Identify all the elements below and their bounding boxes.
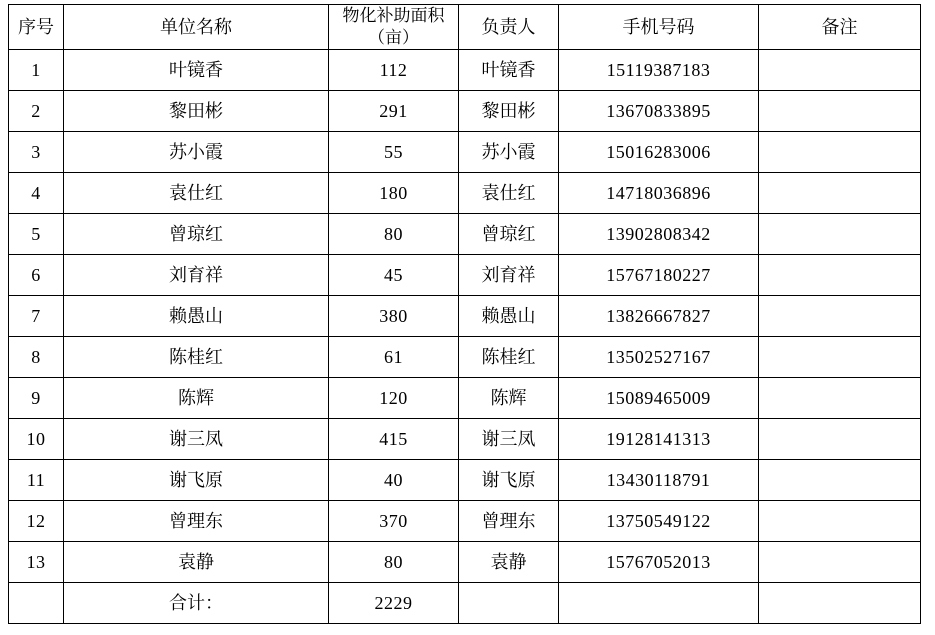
column-header-area: 物化补助面积（亩） xyxy=(329,5,459,50)
table-row xyxy=(9,50,921,91)
cell-phone: 15016283006 xyxy=(559,132,759,173)
cell-phone: 19128141313 xyxy=(559,419,759,460)
cell-unit: 叶镜香 xyxy=(64,50,329,91)
cell-remark xyxy=(759,132,921,173)
cell-remark xyxy=(759,378,921,419)
cell-index: 7 xyxy=(9,296,64,337)
cell-person: 苏小霞 xyxy=(459,132,559,173)
cell-remark xyxy=(759,214,921,255)
cell-area: 40 xyxy=(329,460,459,501)
cell-area: 80 xyxy=(329,214,459,255)
cell-remark xyxy=(759,91,921,132)
cell-unit: 刘育祥 xyxy=(64,255,329,296)
cell-index: 11 xyxy=(9,460,64,501)
cell-remark xyxy=(759,542,921,583)
total-label: 合计： xyxy=(64,583,329,624)
header-row xyxy=(9,5,921,50)
total-index xyxy=(9,583,64,624)
cell-index: 1 xyxy=(9,50,64,91)
total-row xyxy=(9,583,921,624)
cell-phone: 13902808342 xyxy=(559,214,759,255)
cell-person: 袁仕红 xyxy=(459,173,559,214)
table-row xyxy=(9,542,921,583)
total-remark xyxy=(759,583,921,624)
subsidy-table xyxy=(8,4,921,624)
cell-person: 曾理东 xyxy=(459,501,559,542)
cell-area: 55 xyxy=(329,132,459,173)
table-row xyxy=(9,337,921,378)
cell-remark xyxy=(759,50,921,91)
cell-phone: 13502527167 xyxy=(559,337,759,378)
cell-area: 80 xyxy=(329,542,459,583)
cell-index: 2 xyxy=(9,91,64,132)
total-person xyxy=(459,583,559,624)
column-header-index: 序号 xyxy=(9,5,64,50)
cell-index: 12 xyxy=(9,501,64,542)
cell-person: 叶镜香 xyxy=(459,50,559,91)
cell-area: 45 xyxy=(329,255,459,296)
cell-remark xyxy=(759,255,921,296)
cell-unit: 苏小霞 xyxy=(64,132,329,173)
table-row xyxy=(9,419,921,460)
cell-person: 曾琼红 xyxy=(459,214,559,255)
cell-area: 380 xyxy=(329,296,459,337)
column-header-person: 负责人 xyxy=(459,5,559,50)
table-row xyxy=(9,460,921,501)
cell-index: 10 xyxy=(9,419,64,460)
cell-phone: 13750549122 xyxy=(559,501,759,542)
cell-unit: 陈辉 xyxy=(64,378,329,419)
cell-area: 415 xyxy=(329,419,459,460)
cell-phone: 15089465009 xyxy=(559,378,759,419)
cell-unit: 赖愚山 xyxy=(64,296,329,337)
cell-index: 6 xyxy=(9,255,64,296)
column-header-remark: 备注 xyxy=(759,5,921,50)
cell-unit: 谢飞原 xyxy=(64,460,329,501)
cell-index: 9 xyxy=(9,378,64,419)
column-header-unit: 单位名称 xyxy=(64,5,329,50)
cell-person: 谢三凤 xyxy=(459,419,559,460)
table-row xyxy=(9,255,921,296)
cell-person: 袁静 xyxy=(459,542,559,583)
cell-area: 370 xyxy=(329,501,459,542)
cell-unit: 陈桂红 xyxy=(64,337,329,378)
cell-area: 120 xyxy=(329,378,459,419)
cell-unit: 曾琼红 xyxy=(64,214,329,255)
cell-unit: 袁静 xyxy=(64,542,329,583)
table-row xyxy=(9,91,921,132)
cell-person: 陈辉 xyxy=(459,378,559,419)
total-area: 2229 xyxy=(329,583,459,624)
table-row xyxy=(9,132,921,173)
cell-phone: 13430118791 xyxy=(559,460,759,501)
cell-area: 112 xyxy=(329,50,459,91)
table-header xyxy=(9,5,921,50)
cell-person: 陈桂红 xyxy=(459,337,559,378)
cell-index: 3 xyxy=(9,132,64,173)
column-header-phone: 手机号码 xyxy=(559,5,759,50)
total-phone xyxy=(559,583,759,624)
cell-phone: 13670833895 xyxy=(559,91,759,132)
cell-person: 赖愚山 xyxy=(459,296,559,337)
cell-index: 5 xyxy=(9,214,64,255)
table-row xyxy=(9,173,921,214)
cell-person: 谢飞原 xyxy=(459,460,559,501)
cell-unit: 黎田彬 xyxy=(64,91,329,132)
cell-remark xyxy=(759,419,921,460)
cell-unit: 谢三凤 xyxy=(64,419,329,460)
cell-person: 刘育祥 xyxy=(459,255,559,296)
cell-index: 4 xyxy=(9,173,64,214)
cell-unit: 曾理东 xyxy=(64,501,329,542)
cell-area: 180 xyxy=(329,173,459,214)
cell-person: 黎田彬 xyxy=(459,91,559,132)
cell-phone: 14718036896 xyxy=(559,173,759,214)
cell-area: 291 xyxy=(329,91,459,132)
cell-phone: 13826667827 xyxy=(559,296,759,337)
cell-remark xyxy=(759,460,921,501)
cell-phone: 15767180227 xyxy=(559,255,759,296)
cell-remark xyxy=(759,296,921,337)
table-row xyxy=(9,501,921,542)
cell-index: 8 xyxy=(9,337,64,378)
cell-index: 13 xyxy=(9,542,64,583)
table-row xyxy=(9,296,921,337)
cell-remark xyxy=(759,173,921,214)
cell-phone: 15119387183 xyxy=(559,50,759,91)
cell-remark xyxy=(759,337,921,378)
table-body xyxy=(9,50,921,624)
cell-area: 61 xyxy=(329,337,459,378)
cell-remark xyxy=(759,501,921,542)
cell-unit: 袁仕红 xyxy=(64,173,329,214)
cell-phone: 15767052013 xyxy=(559,542,759,583)
table-row xyxy=(9,378,921,419)
table-row xyxy=(9,214,921,255)
